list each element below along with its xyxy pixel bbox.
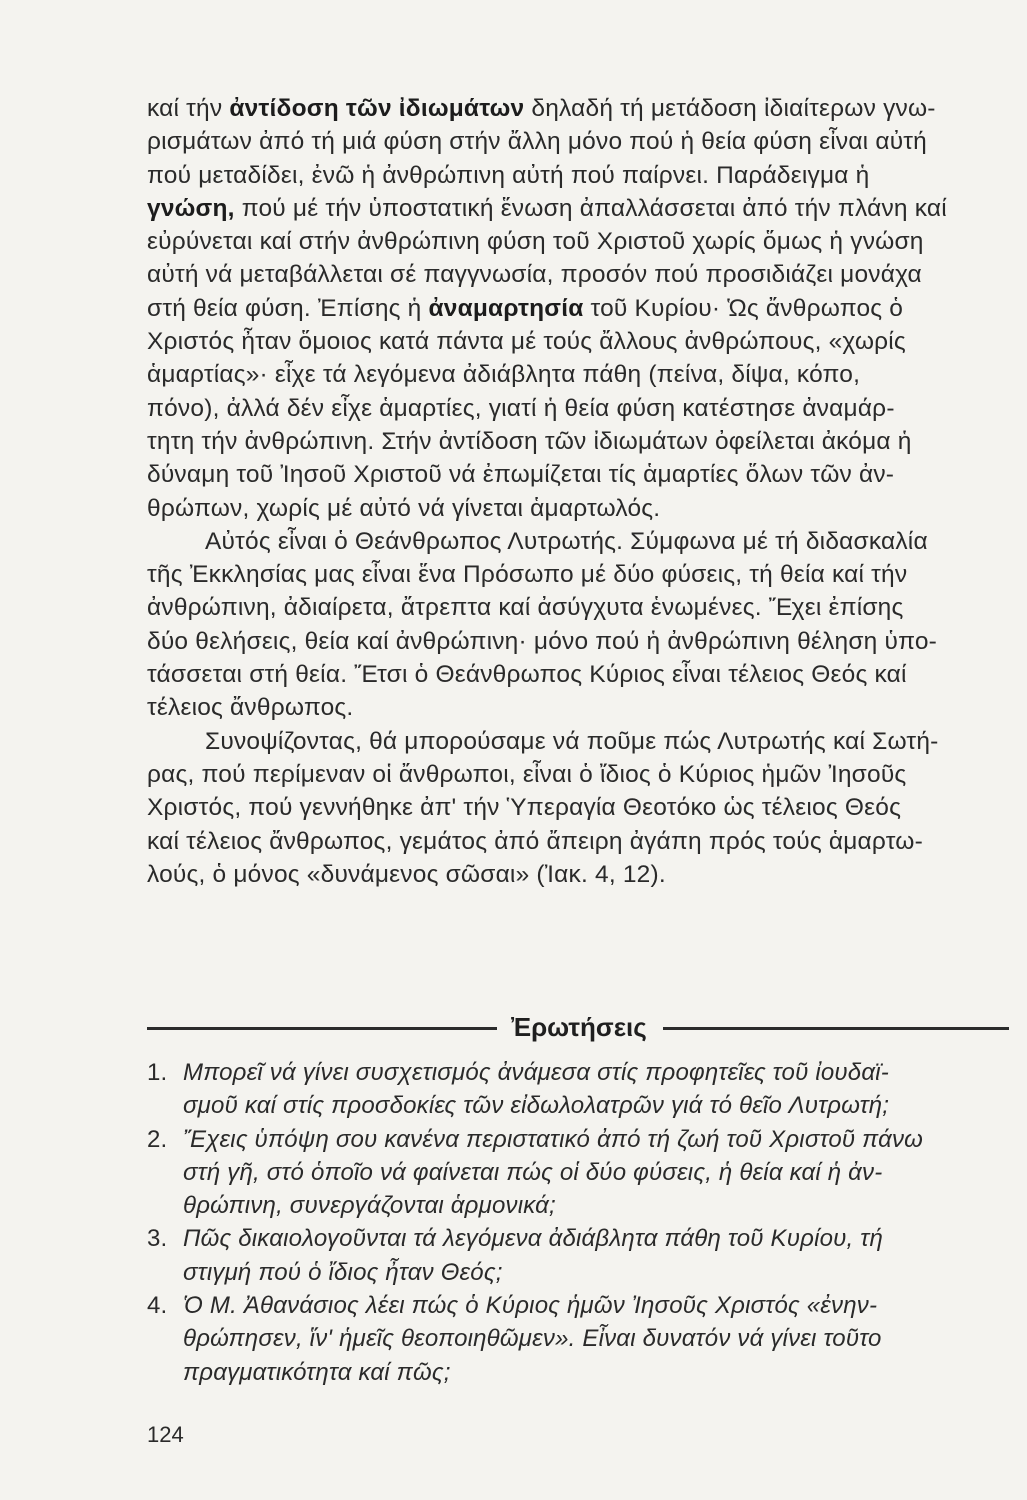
- question-line: [147, 1322, 1009, 1355]
- text-run: πού μέ τήν ὑποστατική ἕνωση ἀπαλλάσσεται ἀπό τήν πλάνη καί: [234, 194, 947, 222]
- text-run: Συνοψίζοντας, θά μπορούσαμε νά ποῦμε πώς Λυτρωτής καί Σωτή-: [205, 727, 939, 755]
- text-run: θρώπων, χωρίς μέ αὐτό νά γίνεται ἁμαρτωλός.: [147, 494, 661, 522]
- text-run: καί τήν: [147, 95, 230, 122]
- body-text: [147, 92, 1009, 891]
- text-run: στή θεία φύση. Ἐπίσης ἡ: [147, 294, 429, 322]
- bold-term: ἀναμαρτησία: [428, 294, 584, 322]
- question-text: Ὁ Μ. Ἀθανάσιος λέει πώς ὁ Κύριος ἡμῶν Ἰησοῦς Χριστός «ἐνην-: [183, 1292, 878, 1320]
- question-item: [147, 1056, 1009, 1123]
- question-text: σμοῦ καί στίς προσδοκίες τῶν εἰδωλολατρῶν γιά τό θεῖο Λυτρωτή;: [183, 1092, 890, 1120]
- text-run: ρισμάτων ἀπό τή μιά φύση στήν ἄλλη μόνο πού ἡ θεία φύση εἶναι αὐτή: [147, 128, 927, 156]
- text-run: τοῦ Κυρίου· Ὡς ἄνθρωπος ὁ: [583, 294, 904, 322]
- question-text: θρώπησεν, ἵν' ἡμεῖς θεοποιηθῶμεν». Εἶναι δυνατόν νά γίνει τοῦτο: [183, 1325, 882, 1353]
- text-line: [147, 758, 1009, 791]
- text-line: [147, 825, 1009, 858]
- question-number: 3.: [147, 1225, 168, 1253]
- text-run: τάσσεται στή θεία. Ἔτσι ὁ Θεάνθρωπος Κύριος εἶναι τέλειος Θεός καί: [147, 661, 907, 689]
- text-line: [147, 558, 1009, 591]
- question-text: Μπορεῖ νά γίνει συσχετισμός ἀνάμεσα στίς προφητεῖες τοῦ ἰουδαϊ-: [183, 1059, 889, 1086]
- text-line: [147, 458, 1009, 491]
- question-text: θρώπινη, συνεργάζονται ἁρμονικά;: [183, 1192, 556, 1220]
- text-run: δύναμη τοῦ Ἰησοῦ Χριστοῦ νά ἐπωμίζεται τίς ἁμαρτίες ὅλων τῶν ἀν-: [147, 461, 895, 489]
- question-line: [147, 1089, 1009, 1122]
- question-line: [147, 1356, 1009, 1389]
- question-line: [147, 1222, 1009, 1255]
- text-run: ἀνθρώπινη, ἀδιαίρετα, ἄτρεπτα καί ἀσύγχυτα ἑνωμένες. Ἔχει ἐπίσης: [147, 594, 904, 622]
- text-line: [147, 591, 1009, 624]
- questions-section-heading: [147, 1010, 1009, 1044]
- text-line: [147, 791, 1009, 824]
- text-line: [147, 225, 1009, 258]
- bold-term: ἀντίδοση τῶν ἰδιωμάτων: [229, 95, 525, 122]
- page-number: 124: [147, 1422, 184, 1447]
- text-line: [147, 691, 1009, 724]
- question-text: στή γῆ, στό ὁποῖο νά φαίνεται πώς οἱ δύο φύσεις, ἡ θεία καί ἡ ἀν-: [183, 1158, 883, 1186]
- text-line: [147, 625, 1009, 658]
- question-text: στιγμή πού ὁ ἴδιος ἦταν Θεός;: [183, 1258, 503, 1286]
- text-run: τῆς Ἐκκλησίας μας εἶναι ἕνα Πρόσωπο μέ δύο φύσεις, τή θεία καί τήν: [147, 561, 908, 589]
- text-line: [147, 192, 1009, 225]
- text-line: [147, 325, 1009, 358]
- text-run: τέλειος ἄνθρωπος.: [147, 694, 354, 722]
- text-run: εὐρύνεται καί στήν ἀνθρώπινη φύση τοῦ Χριστοῦ χωρίς ὅμως ἡ γνώση: [147, 228, 924, 256]
- question-line: [147, 1123, 1009, 1156]
- text-run: δύο θελήσεις, θεία καί ἀνθρώπινη· μόνο πού ἡ ἀνθρώπινη θέληση ὑπο-: [147, 627, 938, 655]
- text-run: πόνο), ἀλλά δέν εἶχε ἁμαρτίες, γιατί ἡ θεία φύση κατέστησε ἀναμάρ-: [147, 394, 895, 422]
- heading-rule-left: [147, 1027, 497, 1030]
- text-line: [147, 392, 1009, 425]
- question-item: [147, 1289, 1009, 1389]
- text-run: Χριστός ἦταν ὅμοιος κατά πάντα μέ τούς ἄλλους ἀνθρώπους, «χωρίς: [147, 328, 906, 356]
- question-line: [147, 1156, 1009, 1189]
- text-run: λούς, ὁ μόνος «δυνάμενος σῶσαι» (Ἰακ. 4, 12).: [147, 860, 666, 888]
- text-run: ἁμαρτίας»· εἶχε τά λεγόμενα ἀδιάβλητα πάθη (πείνα, δίψα, κόπο,: [147, 361, 861, 389]
- question-number: 2.: [147, 1125, 168, 1153]
- text-line: [147, 492, 1009, 525]
- bold-term: γνώση,: [147, 194, 235, 222]
- question-line: [147, 1189, 1009, 1222]
- question-item: [147, 1222, 1009, 1289]
- text-line: [147, 292, 1009, 325]
- question-number: 1.: [147, 1059, 168, 1086]
- text-run: δηλαδή τή μετάδοση ἰδιαίτερων γνω-: [524, 95, 936, 122]
- text-line: [147, 92, 1009, 125]
- question-item: [147, 1123, 1009, 1223]
- heading-rule-right: [663, 1027, 1009, 1030]
- text-line: [147, 258, 1009, 291]
- question-line: [147, 1256, 1009, 1289]
- text-run: αὐτή νά μεταβάλλεται σέ παγγνωσία, προσόν πού προσιδιάζει μονάχα: [147, 261, 922, 289]
- questions-heading: Ἐρωτήσεις: [511, 1012, 647, 1042]
- text-line: [147, 358, 1009, 391]
- question-line: [147, 1056, 1009, 1089]
- text-line: [147, 525, 1009, 558]
- text-run: τητη τήν ἀνθρώπινη. Στήν ἀντίδοση τῶν ἰδιωμάτων ὀφείλεται ἀκόμα ἡ: [147, 427, 912, 455]
- text-line: [147, 858, 1009, 891]
- text-run: Χριστός, πού γεννήθηκε ἀπ' τήν Ὑπεραγία Θεοτόκο ὡς τέλειος Θεός: [147, 794, 902, 822]
- text-run: καί τέλειος ἄνθρωπος, γεμάτος ἀπό ἄπειρη ἀγάπη πρός τούς ἁμαρτω-: [147, 827, 923, 855]
- question-text: Ἔχεις ὑπόψη σου κανένα περιστατικό ἀπό τή ζωή τοῦ Χριστοῦ πάνω: [183, 1125, 924, 1153]
- question-text: Πῶς δικαιολογοῦνται τά λεγόμενα ἀδιάβλητα πάθη τοῦ Κυρίου, τή: [183, 1225, 883, 1253]
- question-text: πραγματικότητα καί πῶς;: [183, 1358, 451, 1386]
- text-line: [147, 159, 1009, 192]
- questions-list: [147, 1056, 1009, 1389]
- text-line: [147, 425, 1009, 458]
- text-run: πού μεταδίδει, ἐνῶ ἡ ἀνθρώπινη αὐτή πού παίρνει. Παράδειγμα ἡ: [147, 161, 870, 189]
- text-line: [147, 725, 1009, 758]
- text-run: Αὐτός εἶναι ὁ Θεάνθρωπος Λυτρωτής. Σύμφωνα μέ τή διδασκαλία: [205, 527, 928, 555]
- text-run: ρας, πού περίμεναν οἱ ἄνθρωποι, εἶναι ὁ ἴδιος ὁ Κύριος ἡμῶν Ἰησοῦς: [147, 760, 907, 788]
- question-number: 4.: [147, 1292, 168, 1320]
- question-line: [147, 1289, 1009, 1322]
- text-line: [147, 125, 1009, 158]
- text-line: [147, 658, 1009, 691]
